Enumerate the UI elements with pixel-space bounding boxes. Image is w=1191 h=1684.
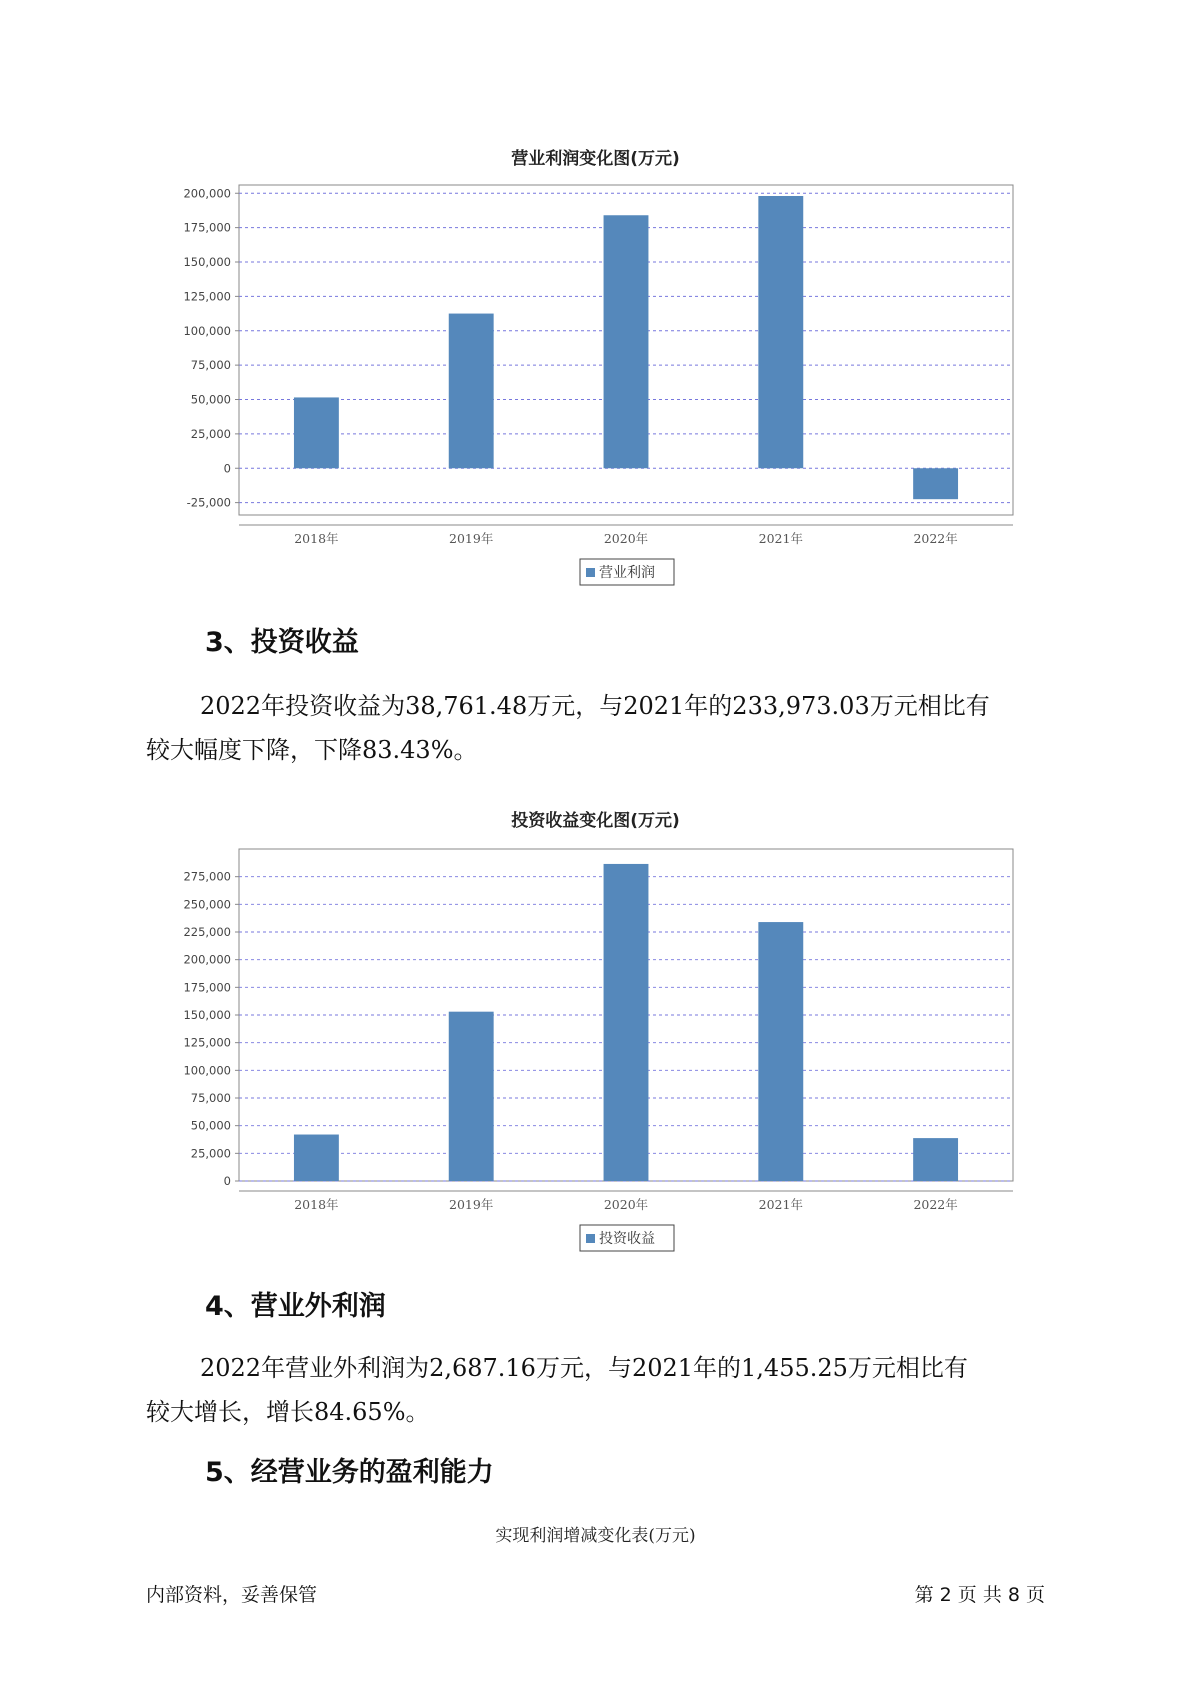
y-tick-label: 275,000 [183, 869, 231, 884]
y-tick-label: 225,000 [183, 925, 231, 939]
legend [580, 1225, 674, 1251]
legend-swatch [586, 1234, 595, 1243]
y-tick-label: 50,000 [190, 1118, 231, 1133]
bar [449, 314, 494, 469]
x-tick-label: 2019年 [449, 531, 494, 546]
bar [604, 864, 649, 1181]
y-tick-label: 50,000 [190, 392, 231, 407]
legend-swatch [586, 568, 595, 577]
footer-confidential-note: 内部资料，妥善保管 [146, 1584, 318, 1606]
y-tick-label: 75,000 [190, 358, 231, 373]
bar [604, 215, 649, 468]
bar [913, 1138, 958, 1181]
section3-paragraph [146, 684, 1076, 772]
y-tick-label: 125,000 [183, 289, 231, 304]
x-tick-label: 2020年 [603, 531, 649, 546]
y-tick-label: 75,000 [190, 1091, 231, 1105]
x-tick-label: 2021年 [758, 531, 803, 546]
bar [913, 468, 958, 499]
bar [758, 196, 803, 468]
y-tick-label: 175,000 [183, 220, 231, 235]
section4-heading: 4、营业外利润 [205, 1291, 386, 1322]
legend [580, 559, 674, 585]
y-tick-label: 25,000 [190, 1146, 231, 1161]
section3-line2: 较大幅度下降，下降83.43%。 [146, 736, 478, 764]
section3-heading: 3、投资收益 [205, 627, 359, 658]
section5-heading: 5、经营业务的盈利能力 [205, 1457, 494, 1488]
operating-profit-chart [0, 170, 1191, 590]
x-tick-label: 2020年 [603, 1197, 649, 1212]
y-tick-label: 125,000 [183, 1035, 231, 1050]
x-tick-label: 2018年 [294, 1197, 339, 1212]
y-tick-label: 175,000 [183, 980, 231, 995]
y-tick-label: 200,000 [183, 952, 231, 967]
bar [449, 1012, 494, 1181]
x-tick-label: 2018年 [294, 531, 339, 546]
x-tick-label: 2019年 [449, 1197, 494, 1212]
chart2-title: 投资收益变化图(万元) [511, 811, 680, 831]
legend-label: 营业利润 [599, 565, 655, 581]
legend-label: 投资收益 [599, 1231, 655, 1247]
y-tick-label: 0 [223, 1174, 231, 1188]
section4-line2: 较大增长，增长84.65%。 [146, 1398, 430, 1426]
section4-paragraph [146, 1346, 1076, 1434]
x-tick-label: 2021年 [758, 1197, 803, 1212]
bar [758, 922, 803, 1181]
y-tick-label: 100,000 [183, 323, 231, 338]
y-tick-label: 200,000 [183, 186, 231, 201]
y-tick-label: 25,000 [190, 426, 231, 441]
bar [294, 397, 339, 468]
section4-line1: 2022年营业外利润为2,687.16万元，与2021年的1,455.25万元相比有 [200, 1354, 968, 1382]
footer-page-number: 第 2 页 共 8 页 [914, 1584, 1045, 1606]
bar [294, 1135, 339, 1181]
y-tick-label: 100,000 [183, 1063, 231, 1078]
x-tick-label: 2022年 [913, 531, 958, 546]
chart1-title: 营业利润变化图(万元) [511, 149, 680, 169]
table-caption: 实现利润增减变化表(万元) [495, 1526, 696, 1546]
x-tick-label: 2022年 [913, 1197, 958, 1212]
investment-income-chart [0, 836, 1191, 1256]
section3-line1: 2022年投资收益为38,761.48万元，与2021年的233,973.03万元相比有 [200, 692, 990, 720]
y-tick-label: -25,000 [186, 495, 231, 510]
y-tick-label: 0 [223, 461, 231, 476]
y-tick-label: 150,000 [183, 1008, 231, 1022]
y-tick-label: 150,000 [183, 255, 231, 269]
y-tick-label: 250,000 [183, 897, 231, 912]
